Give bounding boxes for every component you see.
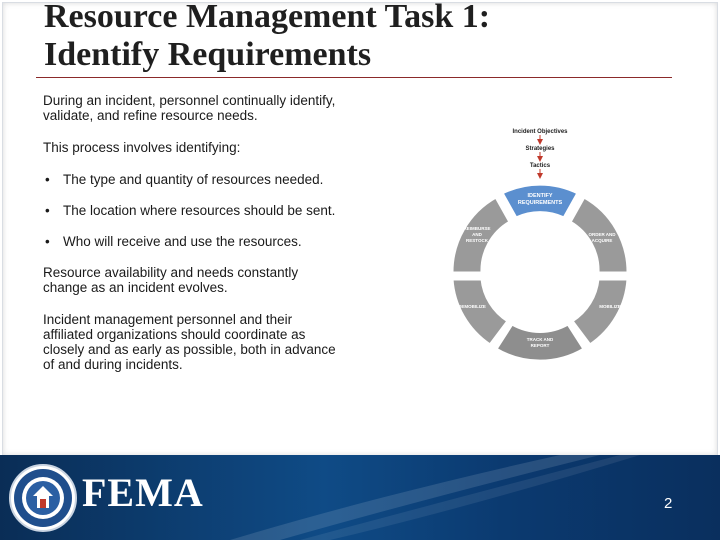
bullet-icon: • — [45, 172, 50, 187]
demobilize-label: DEMOBILIZE — [458, 304, 486, 309]
bullet-icon: • — [45, 203, 50, 218]
order-label-1: ORDER AND — [588, 232, 616, 237]
page-number: 2 — [664, 495, 673, 512]
availability-paragraph: Resource availability and needs constantly change as an incident evolves. — [43, 265, 299, 295]
slide-body — [43, 93, 343, 389]
strategies-label: Strategies — [525, 146, 555, 152]
list-item — [43, 203, 343, 218]
identify-label-2: REQUIREMENTS — [517, 200, 563, 206]
fema-footer-bar — [0, 455, 720, 540]
requirements-list — [43, 172, 343, 249]
mobilize-label: MOBILIZE — [599, 304, 621, 309]
list-item-text: The type and quantity of resources needed. — [63, 172, 324, 187]
process-lead-paragraph: This process involves identifying: — [43, 140, 241, 155]
title-divider — [36, 77, 672, 78]
ring-center — [485, 218, 595, 328]
list-item — [43, 172, 343, 187]
order-label-2: ACQUIRE — [591, 238, 613, 243]
bullet-icon: • — [45, 234, 50, 249]
title-line-2: Identify Requirements — [44, 36, 372, 73]
list-item-text: Who will receive and use the resources. — [63, 234, 302, 249]
dhs-seal-icon — [9, 464, 77, 532]
resource-cycle-diagram — [440, 123, 640, 363]
intro-paragraph: During an incident, personnel continually identify, validate, and refine resource needs. — [43, 93, 336, 123]
list-item — [43, 234, 343, 249]
tactics-label: Tactics — [529, 163, 551, 169]
title-line-1: Resource Management Task 1: — [44, 0, 491, 35]
identify-label-1: IDENTIFY — [527, 193, 553, 199]
objectives-label: Incident Objectives — [512, 129, 568, 135]
reimburse-label-1: REIMBURSE — [463, 226, 491, 231]
fema-logo-text: FEMA — [82, 470, 204, 515]
slide-title — [44, 0, 684, 74]
track-label-1: TRACK AND — [526, 337, 554, 342]
reimburse-label-2: AND — [472, 232, 482, 237]
track-label-2: REPORT — [530, 343, 550, 348]
reimburse-label-3: RESTOCK — [466, 238, 488, 243]
cycle-svg — [440, 123, 640, 363]
coordination-paragraph: Incident management personnel and their affiliated organizations should coordinate as closely and as early as possible, both in advance of and during incidents. — [43, 312, 336, 372]
list-item-text: The location where resources should be sent. — [63, 203, 336, 218]
